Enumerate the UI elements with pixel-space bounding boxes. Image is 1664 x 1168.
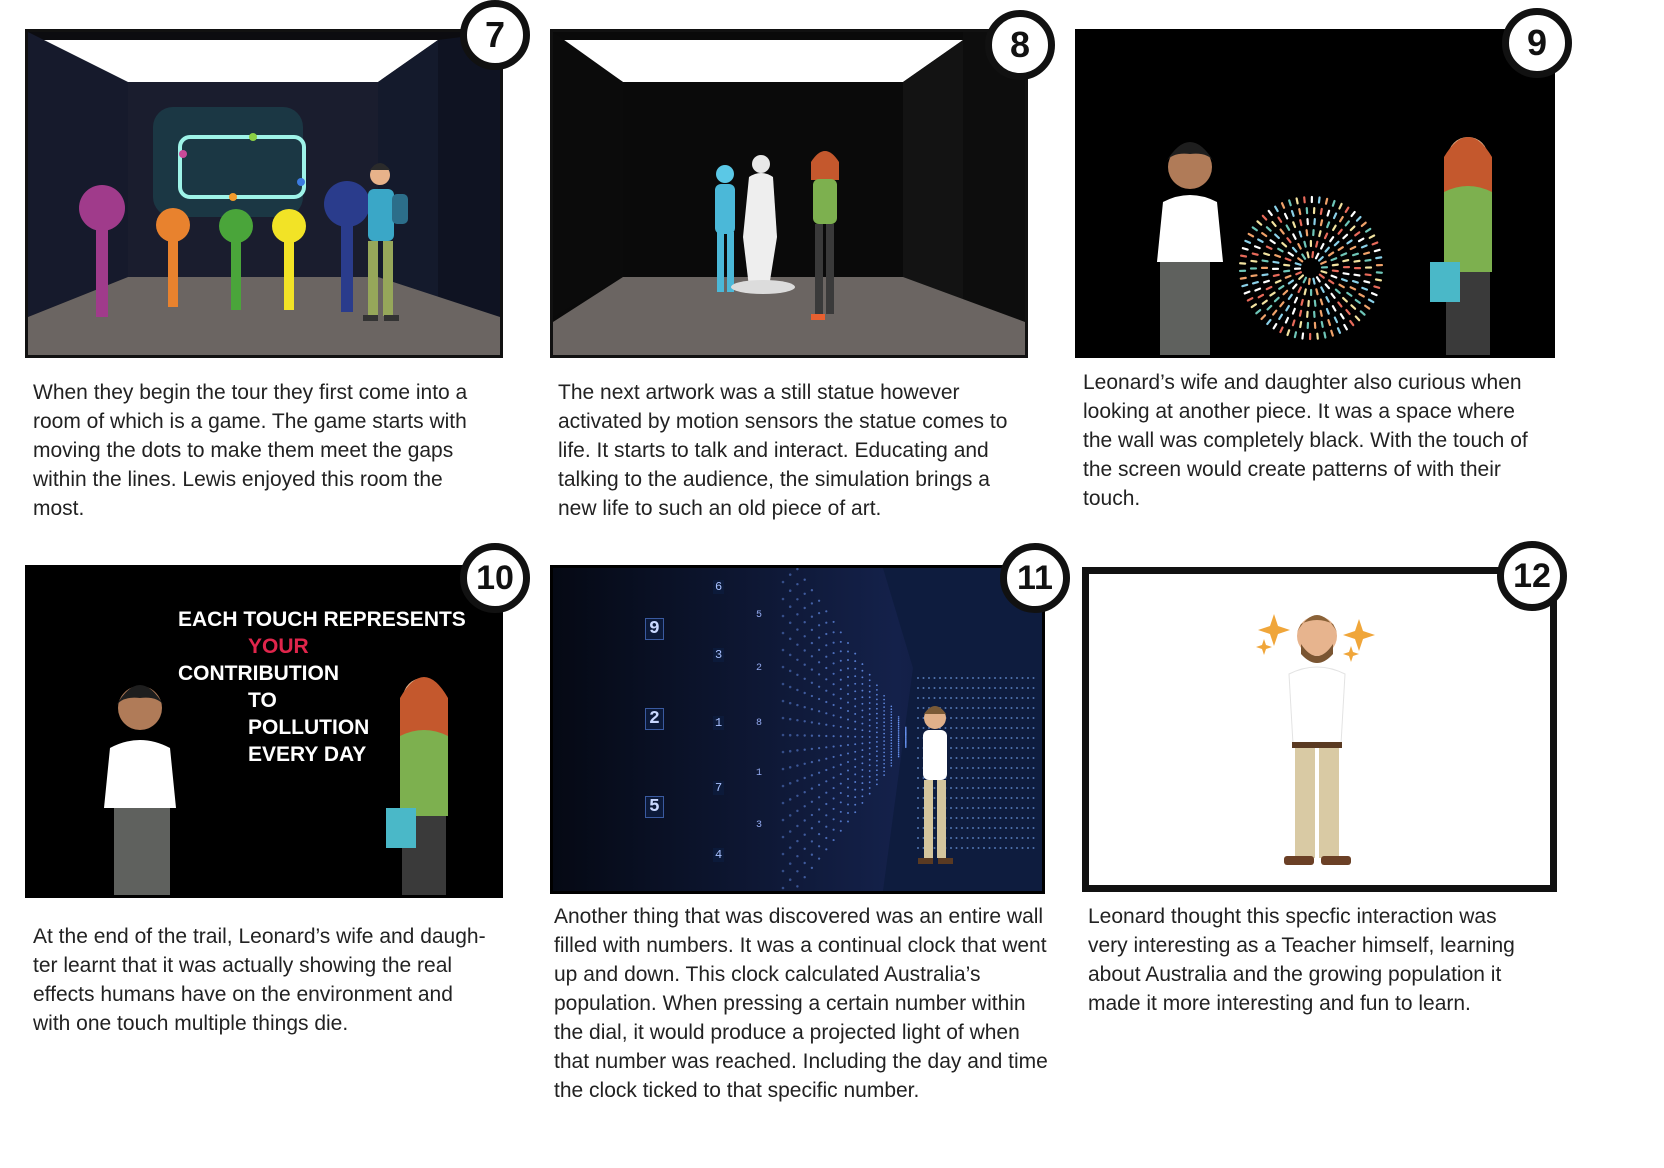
overlay-line: CONTRIBUTION [178, 662, 339, 685]
panel-number-badge: 7 [460, 0, 530, 70]
overlay-line: TO [248, 689, 277, 712]
panel-caption: When they begin the tour they first come into a room of which is a game. The game starts with moving the dots to make them meet the gaps within the lines. Lewis enjoyed this room the most. [33, 381, 468, 520]
panel-7-scene [25, 29, 503, 358]
teacher-illustration [1089, 574, 1550, 885]
panel-number-badge: 8 [985, 10, 1055, 80]
wall-number[interactable]: 9 [645, 618, 664, 640]
panel-9-scene [1075, 29, 1555, 358]
panel-caption: The next artwork was a still statue however activated by motion sensors the statue comes to life. It starts to talk and interact. Educating and talking to the audience, the simulation brings a new life to such an old piece of art. [558, 381, 1008, 520]
panel-number-badge: 9 [1502, 8, 1572, 78]
wall-number[interactable]: 1 [756, 768, 763, 779]
wall-number[interactable]: 5 [645, 796, 664, 818]
panel-10-scene [25, 565, 503, 898]
panel-caption: Another thing that was discovered was an entire wall filled with numbers. It was a continual clock that went up and down. This clock calculated Australia’s population. When pressing a certain number within the dial, it would produce a projected light of when that number was reached. Including the day and time the clock ticked to that specific number. [554, 905, 1048, 1102]
overlay-line: EACH TOUCH REPRESENTS [178, 608, 466, 631]
wall-number[interactable]: 8 [756, 718, 763, 729]
overlay-line-highlight: YOUR [248, 635, 309, 658]
game-room-illustration [28, 32, 500, 355]
overlay-line: EVERY DAY [248, 743, 367, 766]
wall-number[interactable]: 2 [756, 663, 763, 674]
statue-room-illustration [553, 32, 1025, 355]
wall-number[interactable]: 5 [756, 610, 763, 621]
panel-12-scene [1082, 567, 1557, 892]
touch-wall-illustration [1078, 32, 1552, 355]
wall-number[interactable]: 7 [715, 781, 723, 795]
panel-caption: Leonard thought this specfic interaction was very interesting as a Teacher himself, learning about Australia and the growing population it made it more interesting and fun to learn. [1088, 905, 1515, 1015]
panel-caption: Leonard’s wife and daughter also curious when looking at another piece. It was a space where the wall was completely black. With the touch of the screen would create patterns of with their touch. [1083, 371, 1528, 510]
wall-number[interactable]: 4 [715, 848, 723, 862]
panel-caption: At the end of the trail, Leonard’s wife and daugh- ter learnt that it was actually showing the real effects humans have on the environment and with one touch multiple things die. [33, 925, 486, 1035]
overlay-line: POLLUTION [248, 716, 370, 739]
panel-number-badge: 10 [460, 543, 530, 613]
panel-number-badge: 11 [1000, 543, 1070, 613]
number-wall-illustration [553, 568, 1042, 891]
wall-number[interactable]: 1 [715, 716, 723, 730]
wall-number[interactable]: 3 [756, 820, 763, 831]
panel-number-badge: 12 [1497, 541, 1567, 611]
panel-11-scene [550, 565, 1045, 894]
wall-number[interactable]: 6 [715, 580, 723, 594]
wall-number[interactable]: 2 [645, 708, 664, 730]
wall-number[interactable]: 3 [715, 648, 723, 662]
panel-8-scene [550, 29, 1028, 358]
